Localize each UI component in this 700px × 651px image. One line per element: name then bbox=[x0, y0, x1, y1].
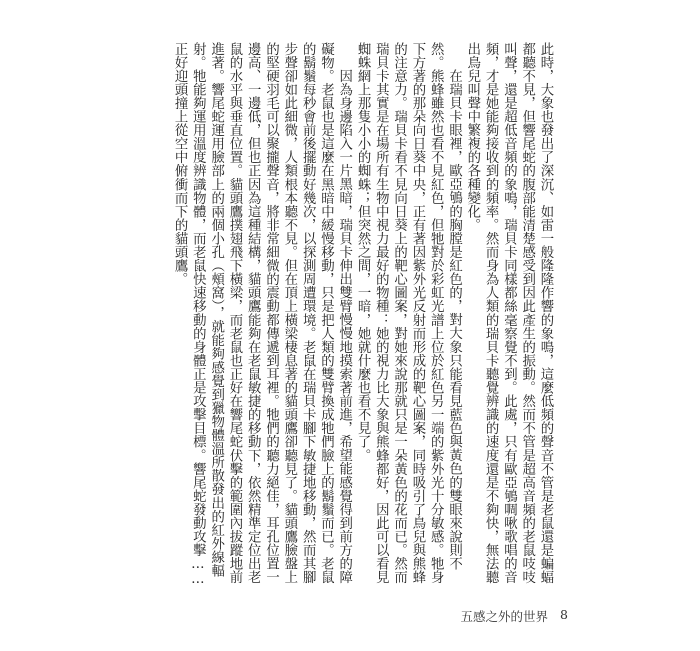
running-title: 五感之外的世界 bbox=[460, 609, 549, 624]
vertical-text-body bbox=[154, 42, 554, 597]
paragraph-2: 在瑞貝卡眼裡，歐亞鴝的胸膛是紅色的，對大象只能看見藍色與黃色的雙眼來說則不然。熊蜂雖然也看不見紅色，但牠對於彩虹光譜上位於紅色另一端的紫外光十分敏感。牠身下方著的那朵向日葵中央，正有著因紫外光反射而形成的靶心圖案，同時吸引了鳥兒與熊蜂的注意力。瑞貝卡看不見向日葵上的靶心圖案，對她來說那就只是一朵黃色的花而已。然而瑞貝卡其實是在場所有生物中視力最好的物種：她的視力比大象與熊蜂都好，因此可以看見蜘蛛網上那隻小小的蜘蛛；但突然之間，一暗，她就什麼也看不見了。 bbox=[355, 42, 462, 584]
paragraph-1: 此時，大象也發出了深沉、如雷一般隆隆作響的象鳴，這麼低頻的聲音不管是老鼠還是蝙蝠都聽不見，但響尾蛇的腹部能清楚感受到因此產生的振動。然而不管是超高音頻的老鼠吱吱叫聲，還是超低音頻的象鳴，瑞貝卡同樣都絲毫察覺不到。此處，只有歐亞鴝啁啾歌唱的音頻，才是她能夠接收到的頻率。然而身為人類的瑞貝卡聽覺辨識的速度還是不夠快，無法聽出鳥兒叫聲中繁複的各種變化。 bbox=[464, 42, 553, 584]
page-footer bbox=[461, 607, 568, 625]
page-number: 8 bbox=[560, 607, 568, 622]
paragraph-3: 因為身邊陷入一片黑暗，瑞貝卡伸出雙臂慢慢地摸索著前進，希望能感覺得到前方的障礙物。老鼠也是這麼在黑暗中緩慢移動，只是把人類的雙臂換成牠們臉上的鬍鬚而已。老鼠的鬍鬚每秒會前後擺動好幾次，以探測周遭環境。老鼠在瑞貝卡腳下敏捷地移動，然而其腳步聲卻如此細微，人類根本聽不見。但在頂上橫梁棲息著的貓頭鷹卻聽見了。貓頭鷹臉盤上的堅硬羽毛可以聚攏聲音，將非常細微的震動都傳遞到耳裡。牠們的聽力絕佳，耳孔位置一邊高、一邊低，但也正因為這種結構，貓頭鷹能夠在老鼠敏捷的移動下，依然精準定位出老鼠的水平與垂直位置。貓頭鷹撲翅飛下橫梁，而老鼠也正好在響尾蛇伏擊的範圍內拔蹤地前進著。響尾蛇運用臉部上的兩個小孔（頰窩），就能夠感覺到獵物體溫所散發出的紅外線輻射。牠能夠運用溫度辨識物體，而老鼠快速移動的身體正是攻擊目標。響尾蛇發動攻擊……正好迎頭撞上從空中俯衝而下的貓頭鷹。 bbox=[172, 42, 352, 588]
